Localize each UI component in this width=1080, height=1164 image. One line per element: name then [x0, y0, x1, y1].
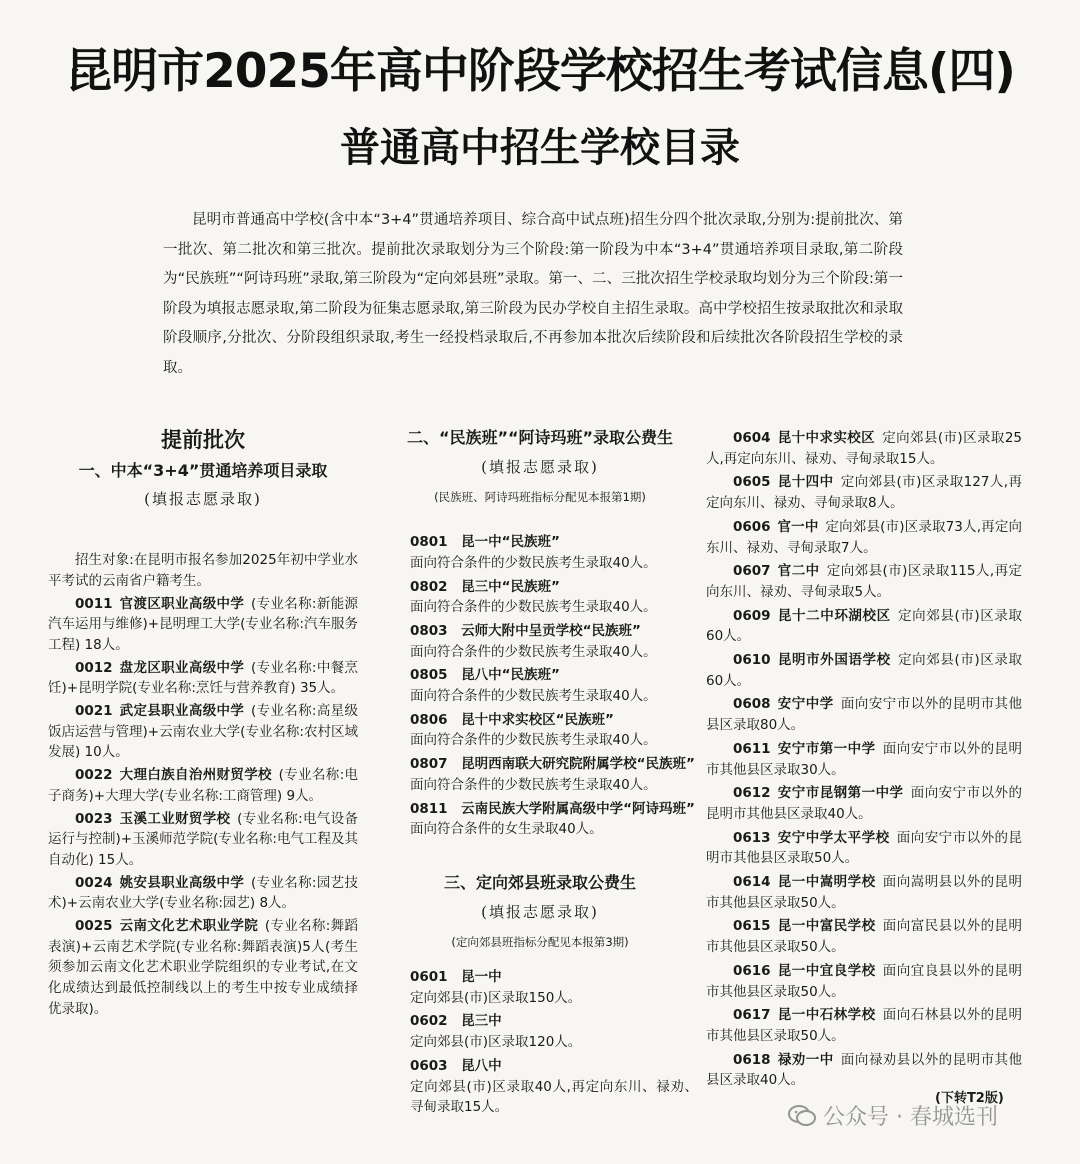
section-note-2: (民族班、阿诗玛班指标分配见本报第1期) — [434, 490, 646, 505]
entry-text: 定向郊县(市)区录取40人,再定向东川、禄劝、寻甸录取15人。 — [410, 1078, 698, 1116]
list-item — [48, 809, 358, 871]
column-2 — [382, 420, 698, 1121]
entry-text: 面向富民县以外的昆明市其他县区录取50人。 — [706, 918, 1023, 956]
list-item — [706, 694, 1022, 735]
entry-text: (专业名称:舞蹈表演)+云南艺术学院(专业名称:舞蹈表演)5人(考生须参加云南文化艺术职业学院组织的专业考试,在文化成绩达到最低控制线以上的考生中按专业成绩择优录取)。 — [48, 918, 358, 1017]
list-item — [382, 665, 698, 706]
entry-text: 定向郊县(市)区录取25人,再定向东川、禄劝、寻甸录取15人。 — [706, 430, 1022, 467]
entry-code: 0801 — [410, 534, 448, 551]
entry-school: 昆三中“民族班” — [461, 578, 560, 595]
entry-school: 官二中 — [777, 563, 820, 580]
entry-code: 0610 — [733, 652, 771, 669]
entry-text: (专业名称:中餐烹饪)+昆明学院(专业名称:烹饪与营养教育) 35人。 — [48, 659, 358, 697]
wechat-icon — [787, 1104, 817, 1128]
entry-school: 昆一中石林学校 — [777, 1007, 876, 1024]
list-item — [48, 594, 358, 656]
entry-code: 0021 — [75, 703, 113, 720]
entry-school: 安宁市昆钢第一中学 — [777, 785, 904, 802]
entry-text: 面向符合条件的少数民族考生录取40人。 — [410, 688, 657, 705]
entry-list-1 — [48, 594, 358, 1020]
entry-school: 昆一中“民族班” — [461, 534, 560, 551]
entry-school: 玉溪工业财贸学校 — [119, 810, 231, 827]
entry-text: 面向安宁市以外的昆明市其他县区录取40人。 — [706, 785, 1023, 822]
page-title: 昆明市2025年高中阶段学校招生考试信息(四) — [65, 44, 1015, 99]
batch-heading: 提前批次 — [161, 428, 245, 452]
entry-text: 定向郊县(市)区录取150人。 — [410, 989, 582, 1006]
section-heading-2: 二、“民族班”“阿诗玛班”录取公费生 — [406, 428, 674, 447]
entry-code: 0606 — [733, 518, 771, 535]
entry-code: 0617 — [733, 1007, 771, 1024]
entry-code: 0811 — [410, 800, 448, 817]
entry-text: 定向郊县(市)区录取115人,再定向东川、禄劝、寻甸录取5人。 — [706, 563, 1023, 600]
entry-code: 0618 — [733, 1051, 771, 1068]
list-item — [382, 577, 698, 618]
section-note-3: (定向郊县班指标分配见本报第3期) — [451, 935, 629, 950]
entry-school: 昆十二中环湖校区 — [777, 607, 891, 624]
entry-school: 昆明市外国语学校 — [777, 652, 891, 669]
list-item — [706, 606, 1022, 647]
entry-school: 姚安县职业高级中学 — [119, 874, 245, 891]
entry-school: 昆一中富民学校 — [777, 918, 876, 935]
list-item — [706, 739, 1022, 780]
entry-list-2 — [382, 532, 698, 840]
list-item — [382, 1056, 698, 1118]
section-heading-3: 三、定向郊县班录取公费生 — [443, 872, 636, 892]
entry-code: 0615 — [733, 918, 771, 935]
column-3 — [706, 428, 1022, 1094]
entry-school: 大理白族自治州财贸学校 — [119, 767, 272, 784]
entry-school: 官一中 — [777, 518, 819, 535]
entry-code: 0025 — [75, 918, 113, 935]
entry-code: 0616 — [733, 962, 771, 979]
entry-school: 昆三中 — [461, 1013, 502, 1030]
entry-code: 0609 — [733, 607, 771, 624]
entry-text: 面向安宁市以外的昆明市其他县区录取80人。 — [706, 696, 1023, 734]
list-item — [382, 967, 698, 1008]
entry-school: 云南文化艺术职业学院 — [119, 918, 259, 935]
list-item — [706, 428, 1022, 469]
list-item — [706, 1050, 1022, 1091]
entry-text: 定向郊县(市)区录取73人,再定向东川、禄劝、寻甸录取7人。 — [706, 518, 1022, 556]
entry-school: 昆一中嵩明学校 — [777, 874, 876, 891]
entry-school: 武定县职业高级中学 — [119, 703, 245, 720]
watermark-text: 公众号 · 春城选刊 — [823, 1105, 998, 1130]
list-item — [382, 799, 698, 840]
intro-paragraph: 昆明市普通高中学校(含中本“3+4”贯通培养项目、综合高中试点班)招生分四个批次录取,分别为:提前批次、第一批次、第二批次和第三批次。提前批次录取划分为三个阶段:第一阶段为中本“3+4”贯通培养项目录取,第二阶段为“民族班”“阿诗玛班”录取,第三阶段为“定向郊县班”录取。第一、二、三批次招生学校录取均划分为三个阶段:第一阶段为填报志愿录取,第二阶段为征集志愿录取,第三阶段为民办学校自主招生录取。高中学校招生按录取批次和录取阶段顺序,分批次、分阶段组织录取,考生一经投档录取后,不再参加本批次后续阶段和后续批次各阶段招生学校的录取。 — [163, 212, 903, 376]
entry-school: 安宁中学太平学校 — [777, 829, 890, 846]
entry-list-3 — [382, 967, 698, 1118]
entry-code: 0011 — [75, 595, 113, 612]
entry-school: 昆明西南联大研究院附属学校“民族班” — [461, 756, 695, 773]
entry-code: 0614 — [733, 874, 771, 891]
entry-code: 0806 — [410, 711, 448, 728]
entry-code: 0012 — [75, 659, 113, 676]
list-item — [706, 916, 1022, 957]
entry-school: 昆一中宜良学校 — [777, 962, 876, 979]
entry-text: 定向郊县(市)区录取60人。 — [706, 607, 1022, 645]
entry-school: 云师大附中呈贡学校“民族班” — [461, 622, 641, 639]
list-item — [382, 532, 698, 573]
entry-text: (专业名称:电子商务)+大理大学(专业名称:工商管理) 9人。 — [48, 767, 358, 804]
entry-code: 0807 — [410, 756, 448, 773]
entry-text: (专业名称:新能源汽车运用与维修)+昆明理工大学(专业名称:汽车服务工程) 18人。 — [48, 595, 358, 653]
section-subheading-1: (填报志愿录取) — [144, 490, 262, 509]
entry-text: 面向安宁市以外的昆明市其他县区录取30人。 — [706, 740, 1023, 778]
entry-school: 昆十四中 — [777, 474, 834, 491]
entry-school: 云南民族大学附属高级中学“阿诗玛班” — [461, 800, 695, 817]
entry-school: 官渡区职业高级中学 — [119, 595, 245, 612]
list-item — [48, 873, 358, 914]
list-item — [706, 783, 1022, 824]
entry-code: 0802 — [410, 578, 448, 595]
list-item — [706, 1005, 1022, 1046]
entry-text: 面向符合条件的少数民族考生录取40人。 — [410, 554, 657, 571]
entry-school: 昆十中求实校区“民族班” — [461, 711, 614, 728]
entry-school: 昆十中求实校区 — [777, 430, 876, 446]
section-heading-1: 一、中本“3+4”贯通培养项目录取 — [78, 460, 328, 480]
entry-code: 0803 — [410, 622, 448, 639]
section-subheading-3: (填报志愿录取) — [481, 902, 599, 921]
entry-school: 昆八中“民族班” — [461, 667, 560, 684]
list-item — [382, 621, 698, 662]
entry-code: 0605 — [733, 474, 771, 491]
section-subheading-2: (填报志愿录取) — [481, 457, 599, 476]
entry-code: 0805 — [410, 667, 448, 684]
list-item — [706, 828, 1022, 869]
list-item — [706, 872, 1022, 913]
entry-text: 面向禄劝县以外的昆明市其他县区录取40人。 — [706, 1051, 1023, 1089]
entry-text: 面向嵩明县以外的昆明市其他县区录取50人。 — [706, 874, 1023, 911]
entry-text: 面向符合条件的少数民族考生录取40人。 — [410, 599, 657, 616]
entry-code: 0613 — [733, 829, 771, 846]
list-item — [48, 916, 358, 1020]
list-item — [706, 472, 1022, 513]
entry-school: 安宁市第一中学 — [777, 740, 876, 757]
entry-code: 0601 — [410, 969, 448, 986]
entry-text: 面向宜良县以外的昆明市其他县区录取50人。 — [706, 962, 1023, 1000]
column-1 — [48, 420, 358, 1020]
entry-text: 面向安宁市以外的昆明市其他县区录取50人。 — [706, 829, 1023, 867]
enrollment-target: 招生对象:在昆明市报名参加2025年初中学业水平考试的云南省户籍考生。 — [48, 552, 358, 589]
entry-code: 0023 — [75, 810, 113, 827]
entry-text: 定向郊县(市)区录取60人。 — [706, 652, 1022, 689]
entry-text: 面向符合条件的少数民族考生录取40人。 — [410, 643, 657, 660]
list-item — [382, 710, 698, 751]
entry-code: 0608 — [733, 696, 771, 713]
entry-code: 0024 — [75, 874, 113, 891]
list-item — [382, 754, 698, 795]
entry-code: 0607 — [733, 563, 771, 580]
entry-text: (专业名称:高星级饭店运营与管理)+云南农业大学(专业名称:农村区域发展) 10人。 — [48, 703, 358, 761]
entry-code: 0022 — [75, 767, 113, 784]
entry-school: 禄劝一中 — [777, 1051, 834, 1068]
entry-school: 昆八中 — [461, 1057, 502, 1074]
list-item — [48, 765, 358, 806]
entry-school: 盘龙区职业高级中学 — [119, 659, 245, 676]
entry-text: 定向郊县(市)区录取120人。 — [410, 1034, 582, 1051]
entry-text: 定向郊县(市)区录取127人,再定向东川、禄劝、寻甸录取8人。 — [706, 474, 1023, 512]
entry-school: 昆一中 — [461, 969, 502, 986]
page-subtitle: 普通高中招生学校目录 — [340, 125, 740, 171]
entry-text: 面向符合条件的少数民族考生录取40人。 — [410, 732, 657, 749]
entry-code: 0604 — [733, 430, 771, 446]
entry-code: 0612 — [733, 785, 771, 802]
entry-list-4 — [706, 428, 1022, 1091]
entry-code: 0611 — [733, 740, 771, 757]
entry-code: 0602 — [410, 1013, 448, 1030]
entry-text: 面向符合条件的少数民族考生录取40人。 — [410, 776, 657, 793]
list-item — [706, 561, 1022, 602]
list-item — [48, 701, 358, 763]
entry-text: (专业名称:园艺技术)+云南农业大学(专业名称:园艺) 8人。 — [48, 874, 358, 912]
watermark — [787, 1100, 998, 1131]
list-item — [706, 961, 1022, 1002]
entry-text: 面向石林县以外的昆明市其他县区录取50人。 — [706, 1007, 1023, 1044]
list-item — [382, 1011, 698, 1052]
list-item — [706, 650, 1022, 691]
entry-text: (专业名称:电气设备运行与控制)+玉溪师范学院(专业名称:电气工程及其自动化) 15人。 — [48, 810, 358, 868]
entry-school: 安宁中学 — [777, 696, 834, 713]
entry-code: 0603 — [410, 1057, 448, 1074]
continued-note: (下转T2版) — [935, 1091, 1004, 1106]
entry-text: 面向符合条件的女生录取40人。 — [410, 821, 603, 838]
list-item — [706, 517, 1022, 558]
list-item — [48, 658, 358, 699]
